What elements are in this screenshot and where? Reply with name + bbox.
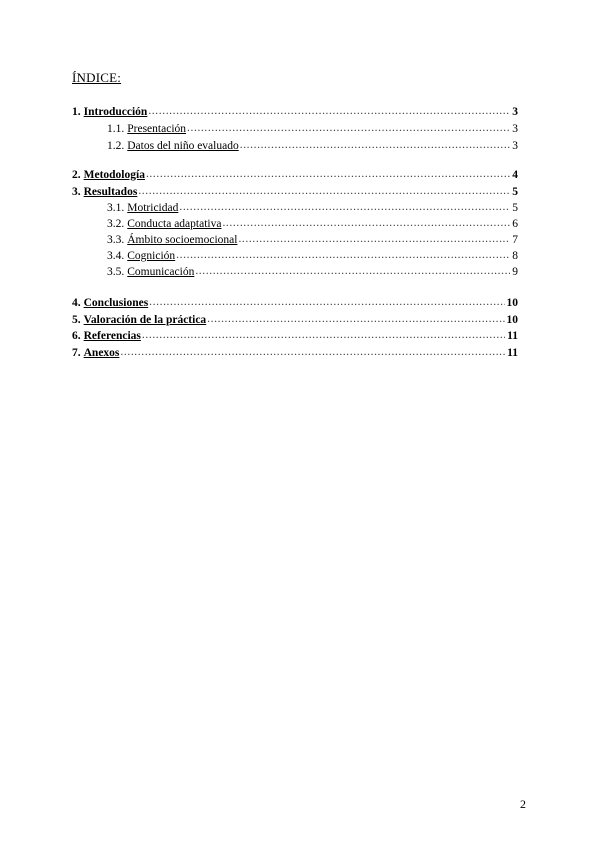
toc-entry-referencias[interactable] — [72, 329, 518, 343]
toc-entry-page: 11 — [507, 347, 518, 359]
toc-entry-label[interactable]: Conducta adaptativa — [127, 218, 222, 230]
toc-entry-page: 10 — [506, 314, 518, 326]
dot-leader — [120, 345, 505, 359]
toc-entry-label[interactable]: Referencias — [83, 330, 141, 342]
toc-entry-page: 5 — [512, 186, 518, 198]
toc-entry-presentacion[interactable] — [107, 122, 518, 136]
toc-entry-label[interactable]: Valoración de la práctica — [83, 314, 207, 326]
toc-entry-cognicion[interactable] — [107, 249, 518, 263]
toc-entry-page: 6 — [512, 218, 518, 230]
toc-entry-label[interactable]: Datos del niño evaluado — [127, 140, 239, 152]
toc-entry-number: 6. — [72, 330, 81, 342]
dot-leader — [240, 138, 511, 152]
dot-leader — [142, 328, 505, 342]
toc-entry-page: 9 — [512, 266, 518, 278]
toc-entry-label[interactable]: Ámbito socioemocional — [127, 234, 238, 246]
toc-entry-metodologia[interactable] — [72, 168, 518, 182]
dot-leader — [176, 248, 510, 262]
dot-leader — [207, 312, 504, 326]
toc-entry-number: 1. — [72, 106, 81, 118]
page-number: 2 — [520, 797, 526, 811]
toc-entry-conclusiones[interactable] — [72, 296, 518, 310]
dot-leader — [179, 200, 510, 214]
dot-leader — [238, 232, 510, 246]
toc-entry-number: 3.1. — [107, 202, 125, 214]
toc-entry-datos-nino[interactable] — [107, 139, 518, 153]
toc-entry-label[interactable]: Introducción — [83, 106, 148, 118]
toc-entry-number: 1.1. — [107, 123, 125, 135]
toc-entry-valoracion-practica[interactable] — [72, 313, 518, 327]
toc-entry-label[interactable]: Metodología — [83, 169, 145, 181]
toc-entry-number: 3. — [72, 186, 81, 198]
toc-entry-number: 5. — [72, 314, 81, 326]
toc-entry-label[interactable]: Comunicación — [127, 266, 195, 278]
toc-entry-number: 7. — [72, 347, 81, 359]
toc-entry-number: 3.5. — [107, 266, 125, 278]
toc-entry-number: 3.2. — [107, 218, 125, 230]
toc-entry-label[interactable]: Motricidad — [127, 202, 179, 214]
toc-entry-ambito-socioemocional[interactable] — [107, 233, 518, 247]
toc-entry-label[interactable]: Anexos — [83, 347, 120, 359]
toc-entry-label[interactable]: Cognición — [127, 250, 176, 262]
toc-entry-motricidad[interactable] — [107, 201, 518, 215]
toc-entry-number: 4. — [72, 297, 81, 309]
toc-entry-number: 3.4. — [107, 250, 125, 262]
toc-entry-conducta-adaptativa[interactable] — [107, 217, 518, 231]
toc-entry-number: 3.3. — [107, 234, 125, 246]
toc-entry-page: 10 — [506, 297, 518, 309]
toc-entry-introduccion[interactable] — [72, 105, 518, 119]
toc-entry-comunicacion[interactable] — [107, 265, 518, 279]
toc-entry-page: 8 — [512, 250, 518, 262]
toc-entry-number: 2. — [72, 169, 81, 181]
toc-entry-anexos[interactable] — [72, 346, 518, 360]
toc-entry-page: 4 — [512, 169, 518, 181]
dot-leader — [138, 184, 510, 198]
toc-entry-page: 7 — [512, 234, 518, 246]
toc-entry-label[interactable]: Resultados — [83, 186, 138, 198]
toc-entry-label[interactable]: Conclusiones — [83, 297, 149, 309]
dot-leader — [149, 295, 504, 309]
dot-leader — [187, 121, 510, 135]
dot-leader — [222, 216, 510, 230]
toc-entry-page: 3 — [512, 140, 518, 152]
toc-entry-number: 1.2. — [107, 140, 125, 152]
toc-entry-resultados[interactable] — [72, 185, 518, 199]
dot-leader — [148, 104, 510, 118]
toc-entry-label[interactable]: Presentación — [127, 123, 187, 135]
toc-heading: ÍNDICE: — [72, 70, 122, 85]
dot-leader — [146, 167, 510, 181]
toc-entry-page: 3 — [512, 106, 518, 118]
dot-leader — [195, 264, 510, 278]
toc-entry-page: 5 — [512, 202, 518, 214]
toc-entry-page: 3 — [512, 123, 518, 135]
toc-entry-page: 11 — [507, 330, 518, 342]
